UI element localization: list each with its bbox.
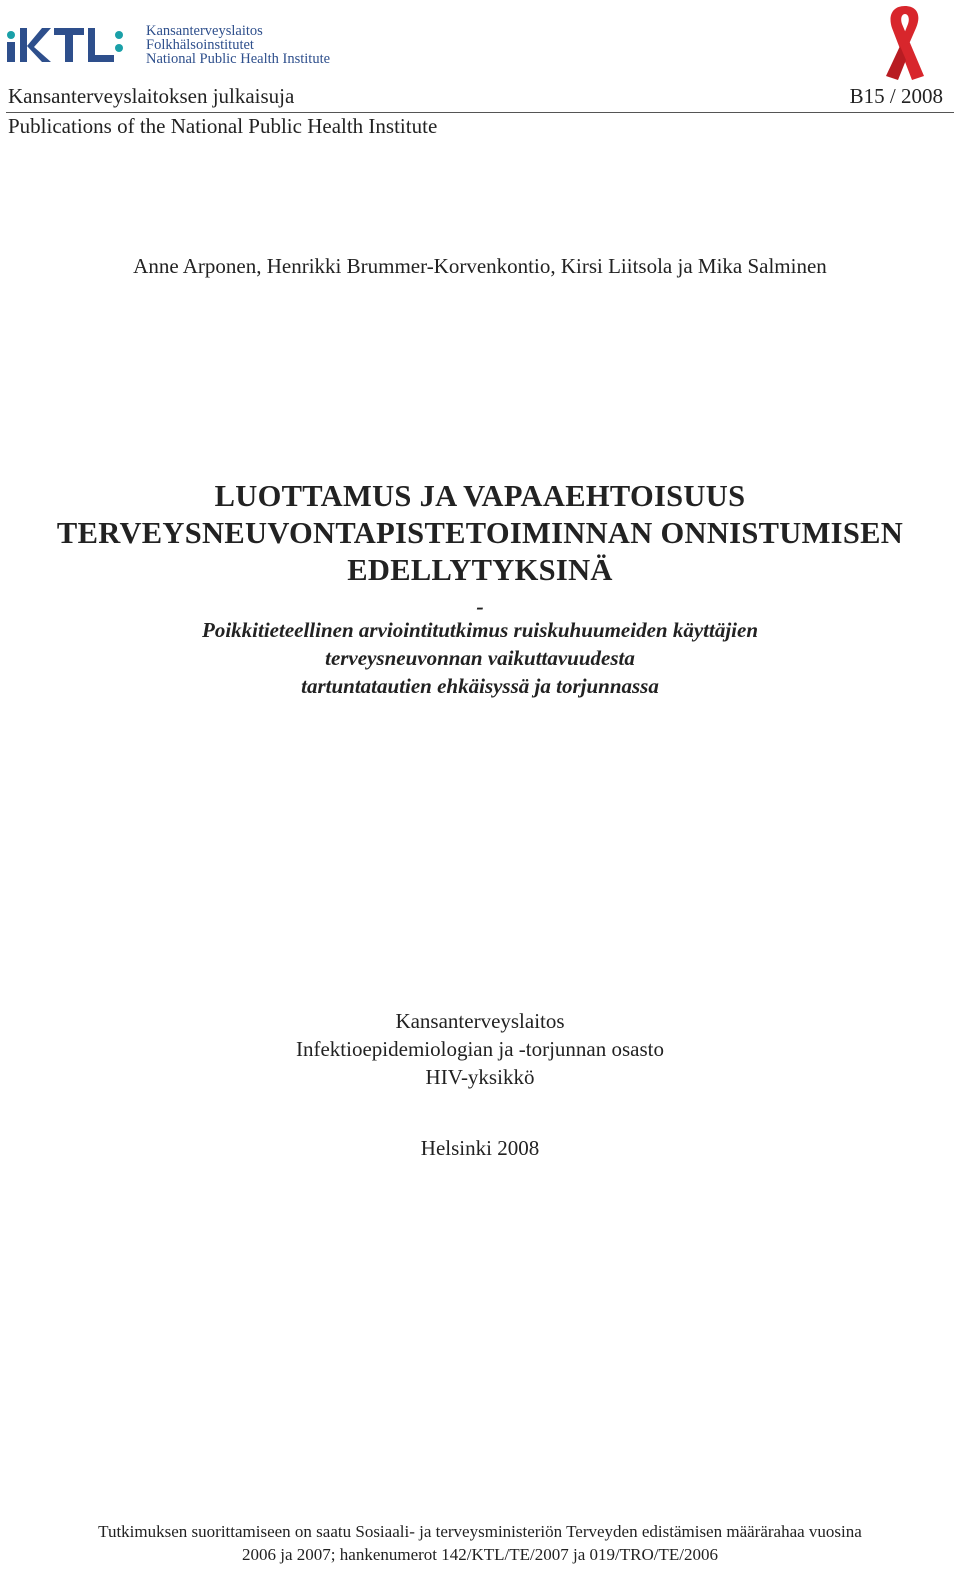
subtitle-line: terveysneuvonnan vaikuttavuudesta xyxy=(325,646,635,670)
funding-note xyxy=(0,1520,960,1566)
document-title xyxy=(0,478,960,589)
institute-block xyxy=(0,1007,960,1091)
institute-name: Kansanterveyslaitos xyxy=(395,1009,565,1033)
funding-line: 2006 ja 2007; hankenumerot 142/KTL/TE/2007 ja 019/TRO/TE/2006 xyxy=(242,1545,718,1564)
title-line: EDELLYTYKSINÄ xyxy=(347,553,613,587)
title-line: LUOTTAMUS JA VAPAAEHTOISUUS xyxy=(214,479,746,513)
department-name: Infektioepidemiologian ja -torjunnan osasto xyxy=(296,1037,664,1061)
header-divider xyxy=(6,112,954,113)
logo-line-sv: Folkhälsoinstitutet xyxy=(146,37,254,53)
logo-line-en: National Public Health Institute xyxy=(146,51,331,67)
red-ribbon-icon xyxy=(872,2,938,84)
series-number: B15 / 2008 xyxy=(849,84,943,108)
unit-name: HIV-yksikkö xyxy=(425,1065,535,1089)
series-title-en: Publications of the National Public Health Institute xyxy=(8,114,438,138)
logo-wordmark xyxy=(146,24,330,66)
place-year: Helsinki 2008 xyxy=(420,1136,540,1160)
title-line: TERVEYSNEUVONTAPISTETOIMINNAN ONNISTUMISEN xyxy=(56,516,904,550)
funding-line: Tutkimuksen suorittamiseen on saatu Sosiaali- ja terveysministeriön Terveyden edistämisen määrärahaa vuosina xyxy=(98,1522,862,1541)
logo-line-fi: Kansanterveyslaitos xyxy=(146,23,263,39)
title-separator: - xyxy=(476,594,484,619)
series-title-fi: Kansanterveyslaitoksen julkaisuja xyxy=(8,84,295,108)
subtitle-line: tartuntatautien ehkäisyssä ja torjunnassa xyxy=(301,674,659,698)
ktl-logo-icon xyxy=(6,22,126,66)
document-subtitle xyxy=(0,616,960,700)
authors: Anne Arponen, Henrikki Brummer-Korvenkontio, Kirsi Liitsola ja Mika Salminen xyxy=(133,254,827,278)
subtitle-line: Poikkitieteellinen arviointitutkimus ruiskuhuumeiden käyttäjien xyxy=(202,618,758,642)
